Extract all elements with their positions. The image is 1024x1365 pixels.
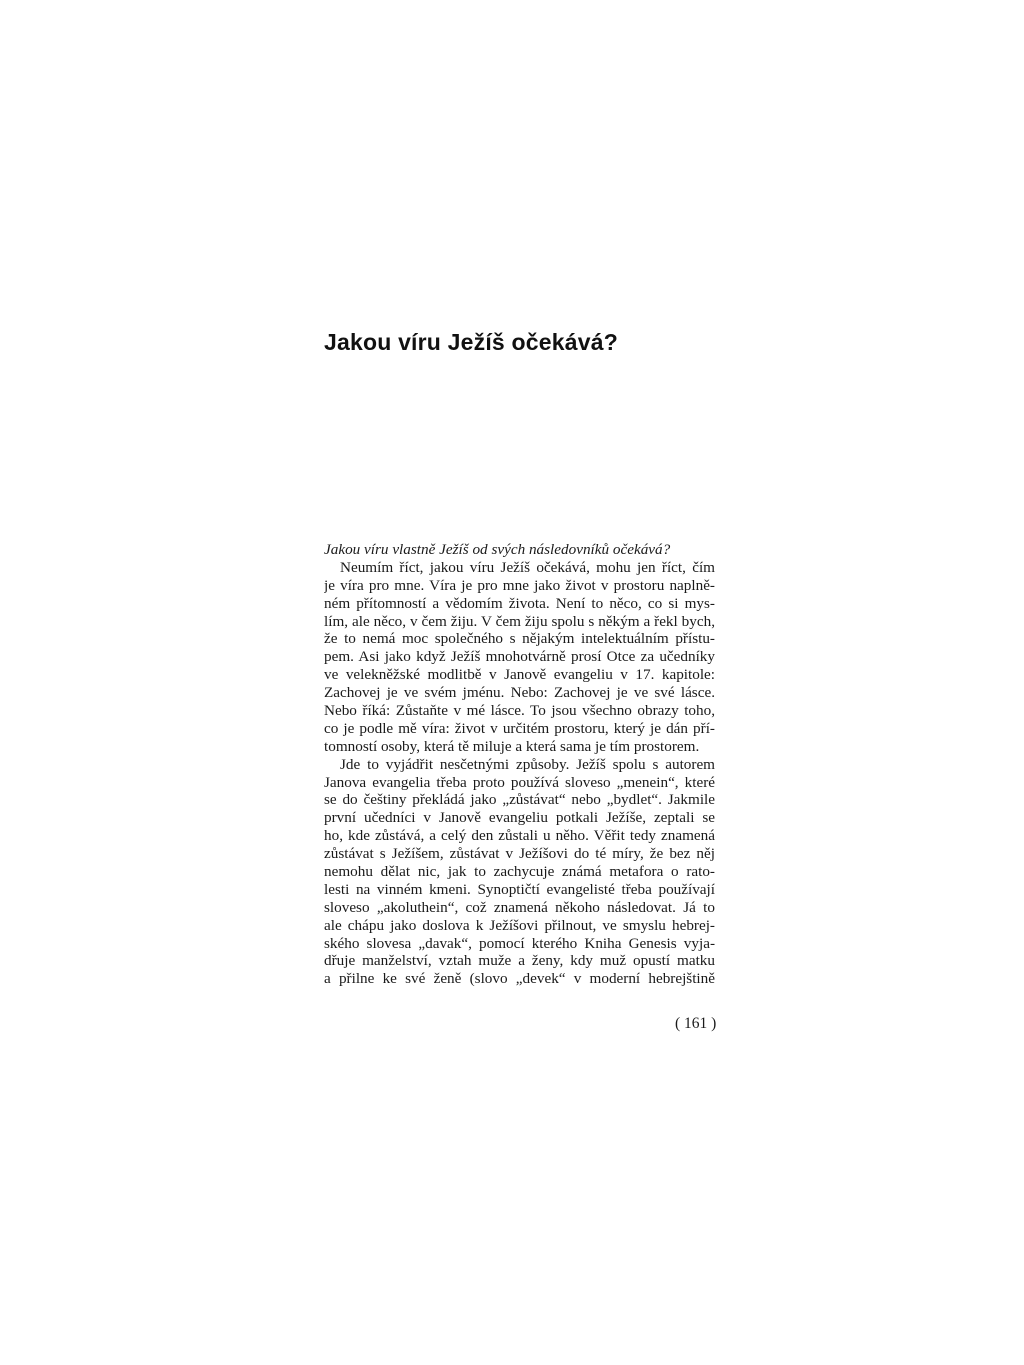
paragraph-line: ale chápu jako doslova k Ježíšovi přilnout, ve smyslu hebrej-	[324, 916, 715, 934]
paragraph-line: že to nemá moc společného s nějakým intelektuálním přístu-	[324, 630, 715, 648]
paragraph-line: Jde to vyjádřit nesčetnými způsoby. Ježíš spolu s autorem	[340, 755, 715, 773]
paragraph-line: lesti na vinném kmeni. Synoptičtí evangelisté třeba používají	[324, 880, 715, 898]
paragraph-line: sloveso „akoluthein“, což znamená někoho následovat. Já to	[324, 898, 715, 916]
paragraph-line: dřuje manželství, vztah muže a ženy, kdy muž opustí matku	[324, 952, 715, 970]
paragraph-line: první učedníci v Janově evangeliu potkali Ježíše, zeptali se	[324, 809, 715, 827]
paragraph-line: ném přítomností a vědomím života. Není to něco, co si mys-	[324, 594, 715, 612]
paragraph-line: Neumím říct, jakou víru Ježíš očekává, mohu jen říct, čím	[340, 558, 715, 576]
paragraph-line: ho, kde zůstává, a celý den zůstali u něho. Věřit tedy znamená	[324, 827, 715, 845]
body-text	[324, 541, 715, 988]
paragraph-line: a přilne ke své ženě (slovo „devek“ v moderní hebrejštině	[324, 970, 715, 988]
chapter-title: Jakou víru Ježíš očekává?	[324, 329, 618, 355]
lead-question: Jakou víru vlastně Ježíš od svých následovníků očekává?	[324, 541, 671, 558]
paragraph-line: pem. Asi jako když Ježíš mnohotvárně prosí Otce za učedníky	[324, 648, 715, 666]
paragraph-line: co je podle mě víra: život v určitém prostoru, který je dán pří-	[324, 719, 715, 737]
paragraph-line: lím, ale něco, v čem žiju. V čem žiju spolu s někým a řekl bych,	[324, 612, 715, 630]
paragraph-line: ského slovesa „davak“, pomocí kterého Kniha Genesis vyja-	[324, 934, 715, 952]
paragraph-line: ve velekněžské modlitbě v Janově evangeliu v 17. kapitole:	[324, 666, 715, 684]
paragraph-line: Janova evangelia třeba proto používá sloveso „menein“, které	[324, 773, 715, 791]
paragraph-line: Zachovej je ve svém jménu. Nebo: Zachovej je ve své lásce.	[324, 684, 715, 702]
paragraph-line: je víra pro mne. Víra je pro mne jako život v prostoru naplně-	[324, 576, 715, 594]
page-number: ( 161 )	[675, 1015, 717, 1032]
paragraph-line: Nebo říká: Zůstaňte v mé lásce. To jsou všechno obrazy toho,	[324, 702, 715, 720]
paragraph-line: tomností osoby, která tě miluje a která sama je tím prostorem.	[324, 737, 700, 755]
paragraph-line: zůstávat s Ježíšem, zůstávat v Ježíšovi do té míry, že bez něj	[324, 845, 715, 863]
paragraph-line: nemohu dělat nic, jak to zachycuje známá metafora o rato-	[324, 863, 715, 881]
paragraph-line: se do češtiny překládá jako „zůstávat“ nebo „bydlet“. Jakmile	[324, 791, 715, 809]
